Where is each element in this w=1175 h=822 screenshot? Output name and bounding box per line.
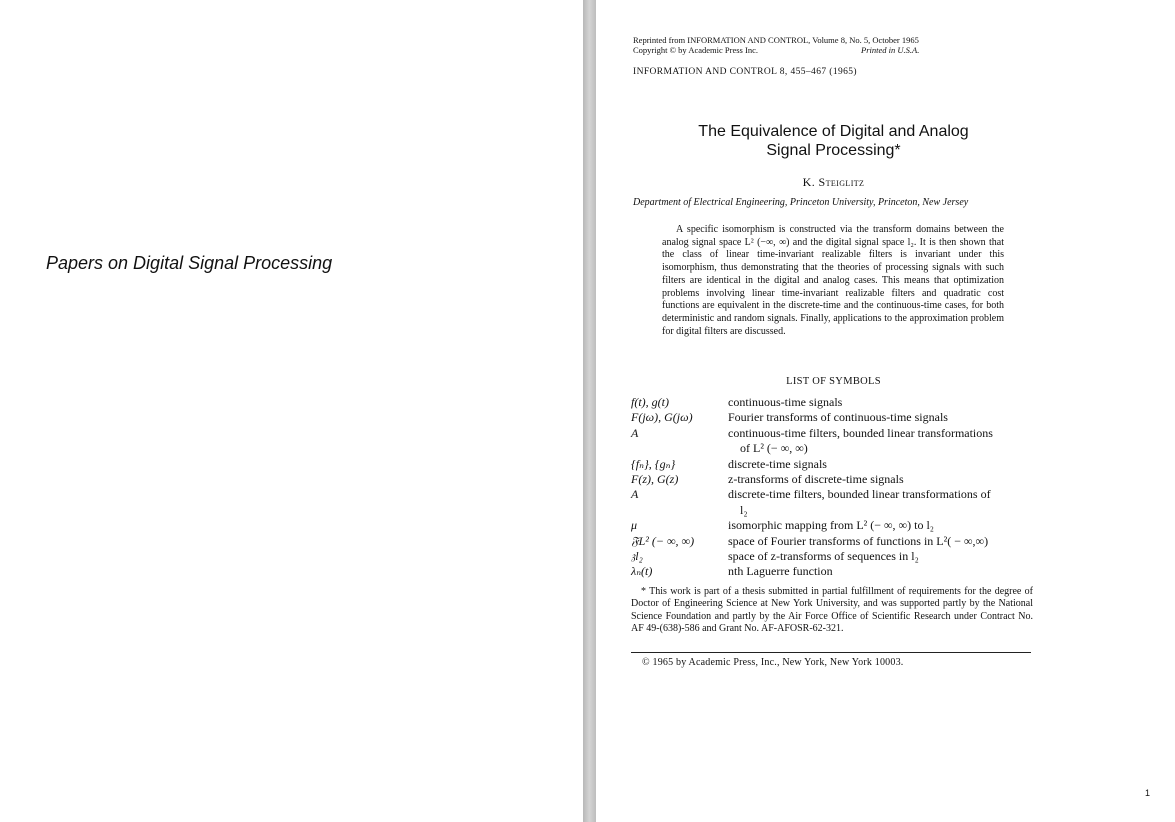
symbol-term: F(jω), G(jω) bbox=[631, 410, 693, 425]
footnote-rule bbox=[631, 652, 1031, 653]
title-line-2: Signal Processing* bbox=[766, 142, 901, 159]
symbol-term: 𝔷l₂ bbox=[631, 549, 643, 564]
symbol-term: μ bbox=[631, 518, 638, 533]
footnote: * This work is part of a thesis submitted in partial fulfillment of requirements for the degree of Doctor of Engineering Science at New York University, and was supported partly by the National Science Foundation and partly by the Air Force Office of Scientific Research under Contract No. AF 49-(638)-586 and Grant No. AF-AFOSR-62-321. bbox=[631, 586, 1033, 634]
symbol-term: {fₙ}, {gₙ} bbox=[631, 456, 676, 471]
symbol-term: F(z), G(z) bbox=[631, 472, 679, 487]
symbol-term: A bbox=[631, 487, 639, 502]
symbol-definition-text: space of Fourier transforms of functions in L²( − ∞,∞) bbox=[728, 533, 989, 548]
symbol-definition-text: z-transforms of discrete-time signals bbox=[728, 472, 904, 487]
page-number: 1 bbox=[1145, 788, 1151, 798]
symbol-row bbox=[631, 426, 1036, 457]
affiliation: Department of Electrical Engineering, Princeton University, Princeton, New Jersey bbox=[633, 197, 969, 208]
symbol-definition bbox=[728, 549, 1036, 564]
symbol-definition bbox=[728, 564, 1036, 579]
symbol-term: A bbox=[631, 425, 639, 440]
journal-name: INFORMATION AND CONTROL bbox=[633, 67, 777, 77]
symbol-definition bbox=[728, 410, 1036, 425]
symbol-definition-text: continuous-time signals bbox=[728, 395, 843, 409]
symbol-definition-text: space of z-transforms of sequences in l₂ bbox=[728, 549, 919, 564]
symbol-definition bbox=[728, 457, 1036, 472]
symbol-definition bbox=[728, 472, 1036, 487]
journal-citation bbox=[633, 67, 857, 77]
symbol-row bbox=[631, 395, 1036, 410]
symbol-definition-text: isomorphic mapping from L² (− ∞, ∞) to l₂ bbox=[728, 518, 934, 533]
paper-page bbox=[596, 0, 1175, 822]
symbol-row bbox=[631, 487, 1036, 518]
title-line-1: The Equivalence of Digital and Analog bbox=[698, 123, 969, 140]
symbol-definition-text: Fourier transforms of continuous-time signals bbox=[728, 410, 948, 425]
symbol-definition-text: continuous-time filters, bounded linear transformations bbox=[728, 425, 993, 440]
symbol-definition-continuation: of L² (− ∞, ∞) bbox=[740, 441, 808, 456]
symbol-row bbox=[631, 457, 1036, 472]
symbol-definition bbox=[728, 518, 1036, 533]
symbol-definition-text: discrete-time filters, bounded linear transformations of bbox=[728, 487, 991, 502]
paper-title bbox=[596, 122, 1071, 160]
symbol-term: 𝔉L² (− ∞, ∞) bbox=[631, 533, 695, 548]
symbol-definition-continuation: l₂ bbox=[740, 502, 748, 517]
copyright-line: Copyright © by Academic Press Inc. bbox=[633, 45, 758, 55]
symbol-definition-text: discrete-time signals bbox=[728, 456, 827, 471]
journal-ref: 8, 455–467 (1965) bbox=[776, 67, 857, 77]
reprint-notice bbox=[633, 35, 933, 55]
symbol-definition bbox=[728, 487, 1036, 518]
symbol-row bbox=[631, 518, 1036, 533]
symbol-row bbox=[631, 534, 1036, 549]
symbol-term: f(t), g(t) bbox=[631, 395, 669, 409]
page-gutter bbox=[583, 0, 596, 822]
symbol-definition-text: nth Laguerre function bbox=[728, 564, 833, 579]
collection-title: Papers on Digital Signal Processing bbox=[46, 253, 333, 273]
author: K. Steiglitz bbox=[802, 175, 865, 189]
symbol-row bbox=[631, 410, 1036, 425]
symbol-term: λₙ(t) bbox=[631, 564, 653, 579]
symbol-row bbox=[631, 564, 1036, 579]
symbol-definition bbox=[728, 534, 1036, 549]
symbol-definition bbox=[728, 426, 1036, 457]
symbol-row bbox=[631, 472, 1036, 487]
printed-in: Printed in U.S.A. bbox=[861, 45, 920, 55]
symbols-heading: LIST OF SYMBOLS bbox=[786, 376, 881, 387]
left-page bbox=[0, 0, 583, 822]
reprint-line: Reprinted from INFORMATION AND CONTROL, Volume 8, No. 5, October 1965 bbox=[633, 35, 919, 45]
symbol-definition bbox=[728, 395, 1036, 410]
symbol-row bbox=[631, 549, 1036, 564]
abstract: A specific isomorphism is constructed via the transform domains between the analog signal space L² (−∞, ∞) and the digital signal space l₂. It is then shown that the class of linear time-invariant realizable filters is invariant under this isomorphism, thus demonstrating that the theories of processing signals with such filters are identical in the digital and analog cases. This means that optimization problems involving linear time-invariant realizable filters and quadratic cost functions are equivalent in the discrete-time and the continuous-time cases, for both deterministic and random signals. Finally, applications to the approximation problem for digital filters are discussed. bbox=[662, 224, 1004, 337]
symbols-list bbox=[631, 395, 1036, 580]
copyright-notice: © 1965 by Academic Press, Inc., New York, New York 10003. bbox=[642, 657, 904, 668]
